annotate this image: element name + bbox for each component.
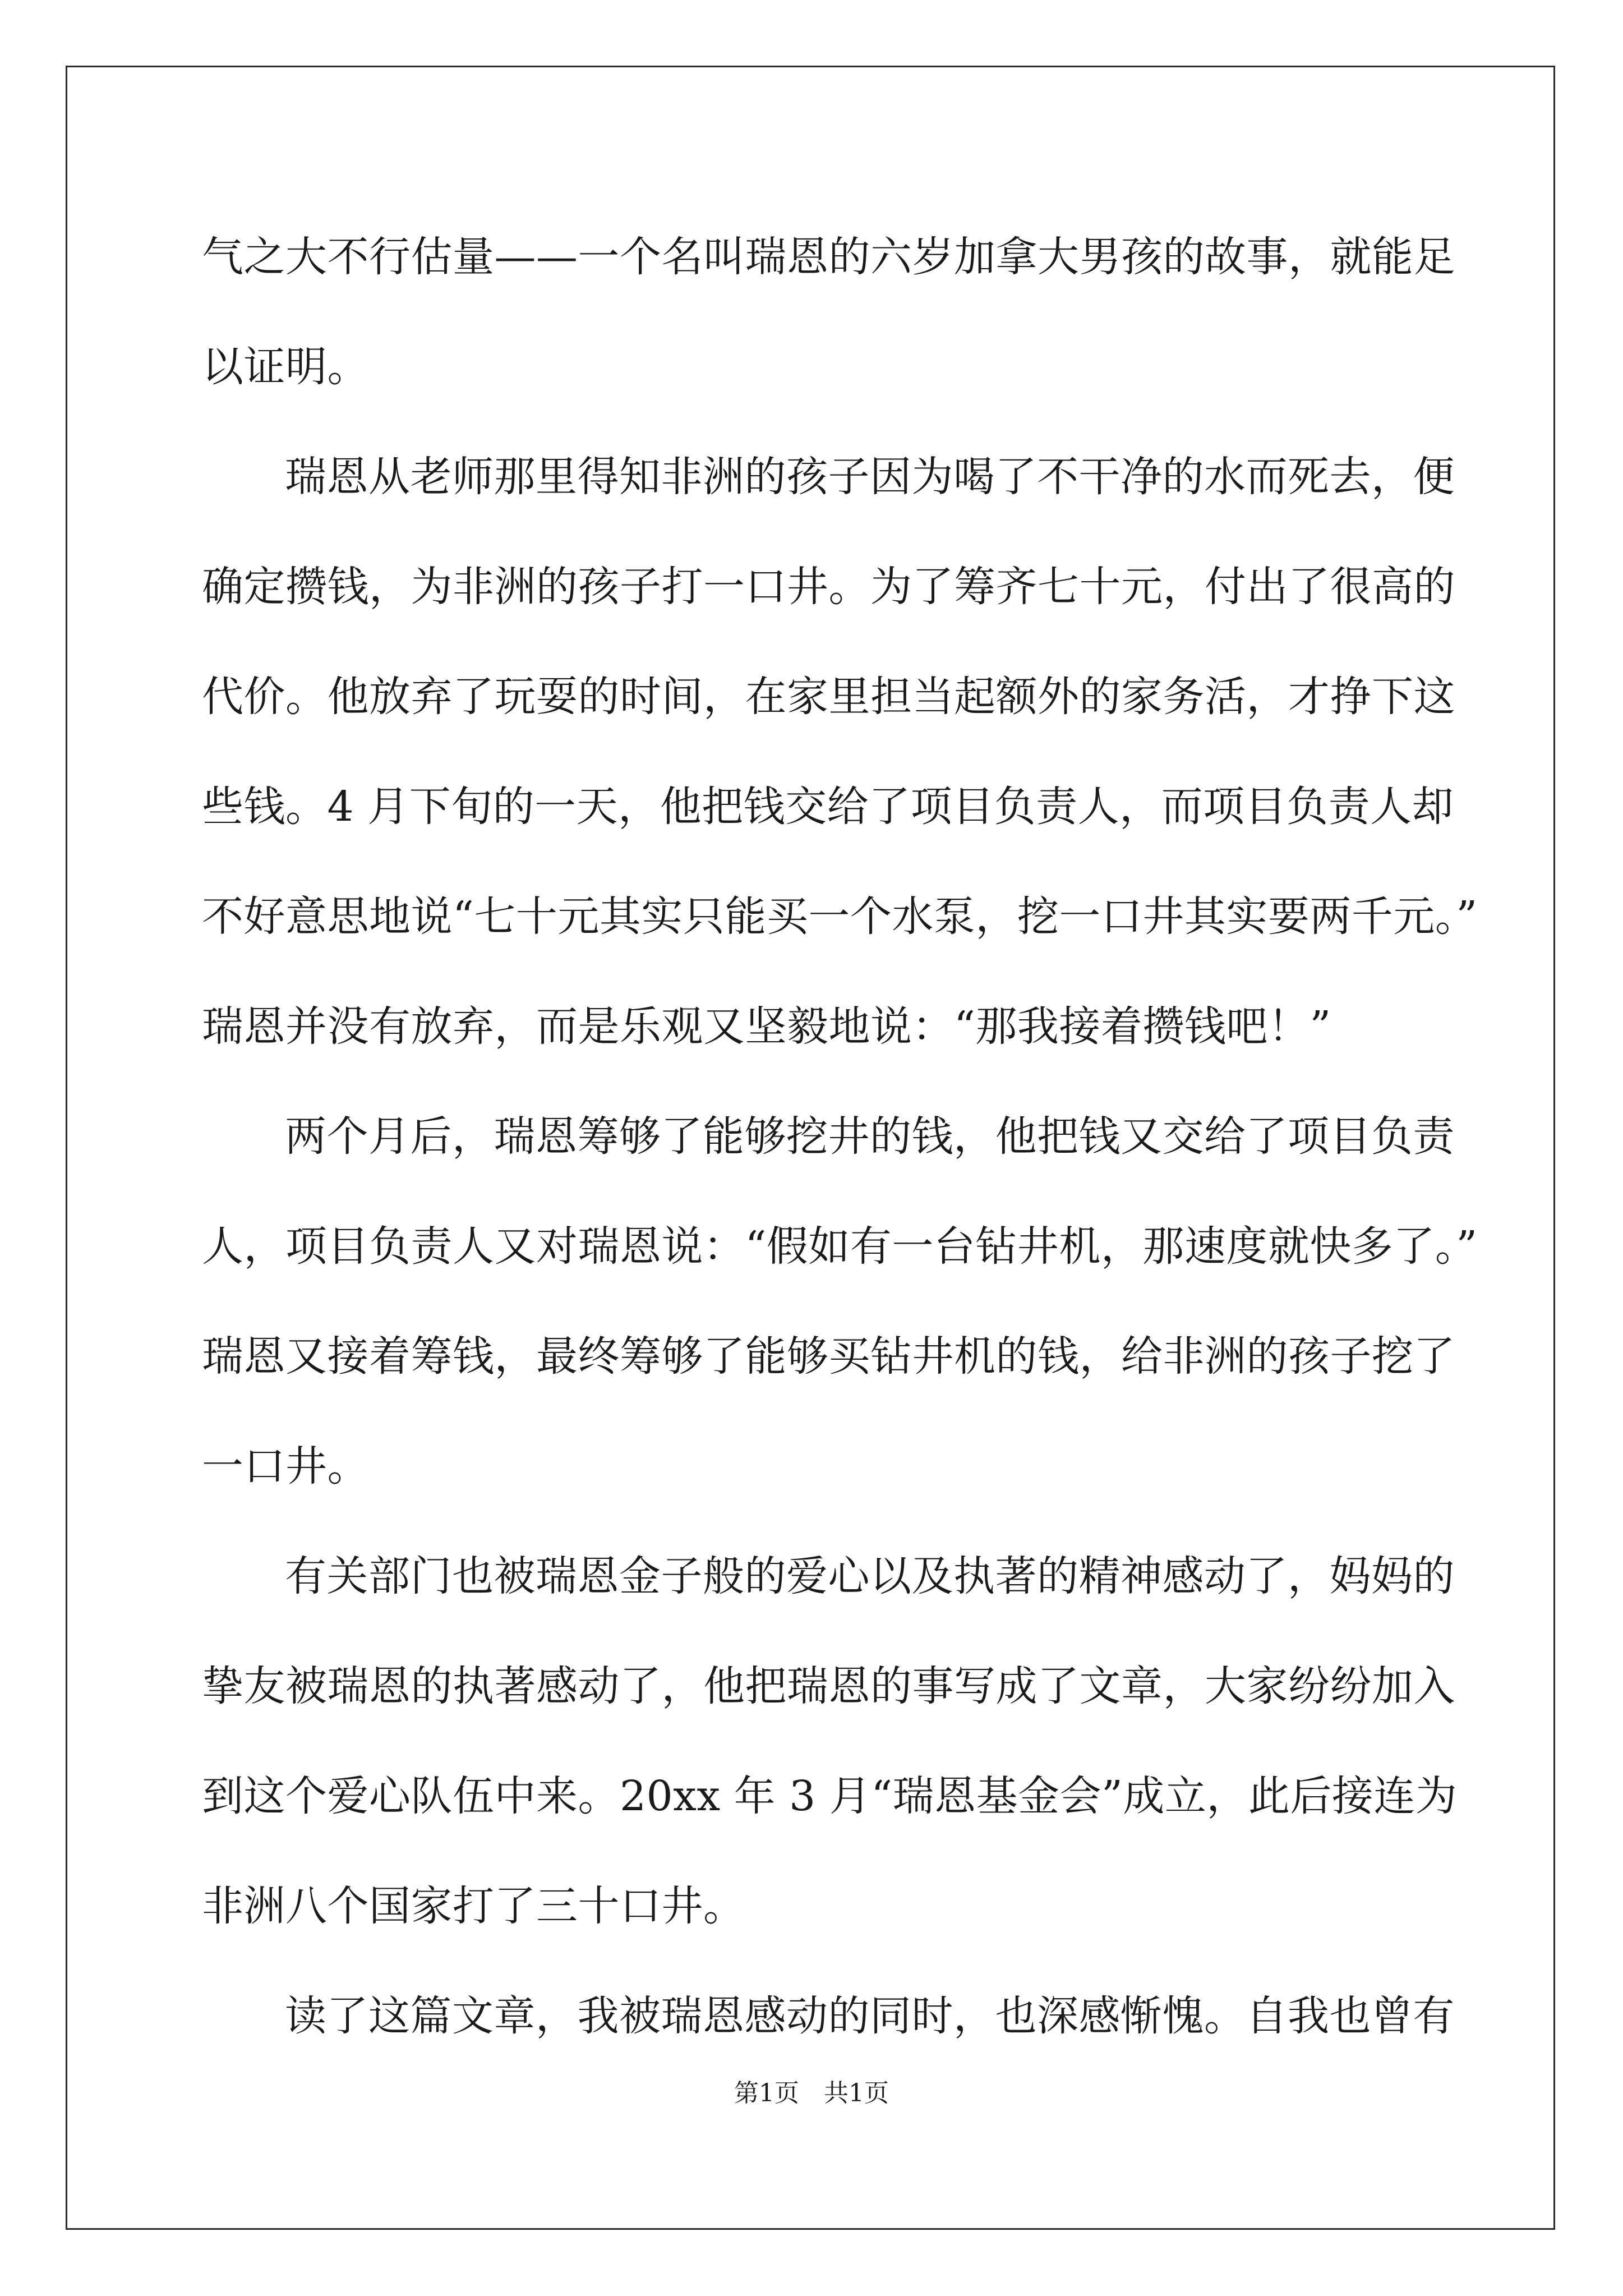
- text-line: 人，项目负责人又对瑞恩说：“假如有一台钻井机，那速度就快多了。”: [202, 1222, 1478, 1271]
- text-line: 以证明。: [202, 343, 369, 391]
- text-line: 到这个爱心队伍中来。20xx 年 3 月“瑞恩基金会”成立，此后接连为: [202, 1772, 1458, 1820]
- paragraph-first-line: 瑞恩从老师那里得知非洲的孩子因为喝了不干净的水而死去，便: [285, 453, 1455, 501]
- paragraph-first-line: 两个月后，瑞恩筹够了能够挖井的钱，他把钱又交给了项目负责: [285, 1112, 1455, 1161]
- text-line: 代价。他放弃了玩耍的时间，在家里担当起额外的家务活，才挣下这: [202, 673, 1455, 721]
- text-line: 气之大不行估量——一个名叫瑞恩的六岁加拿大男孩的故事，就能足: [202, 233, 1455, 281]
- text-line: 非洲八个国家打了三十口井。: [202, 1882, 745, 1930]
- text-line: 确定攒钱，为非洲的孩子打一口井。为了筹齐七十元，付出了很高的: [202, 563, 1455, 611]
- page-footer: 第1页 共1页: [734, 2079, 889, 2108]
- paragraph-first-line: 读了这篇文章，我被瑞恩感动的同时，也深感惭愧。自我也曾有: [285, 1992, 1455, 2040]
- text-line: 瑞恩又接着筹钱，最终筹够了能够买钻井机的钱，给非洲的孩子挖了: [202, 1332, 1455, 1381]
- text-line: 挚友被瑞恩的执著感动了，他把瑞恩的事写成了文章，大家纷纷加入: [202, 1662, 1455, 1710]
- text-line: 不好意思地说“七十元其实只能买一个水泵，挖一口井其实要两千元。”: [202, 892, 1478, 941]
- text-line: 一口井。: [202, 1442, 369, 1490]
- body-text: [202, 202, 1478, 2071]
- text-line: 瑞恩并没有放弃，而是乐观又坚毅地说：“那我接着攒钱吧！”: [202, 1002, 1331, 1051]
- paragraph-first-line: 有关部门也被瑞恩金子般的爱心以及执著的精神感动了，妈妈的: [285, 1552, 1455, 1600]
- text-line: 些钱。4 月下旬的一天，他把钱交给了项目负责人，而项目负责人却: [202, 783, 1454, 831]
